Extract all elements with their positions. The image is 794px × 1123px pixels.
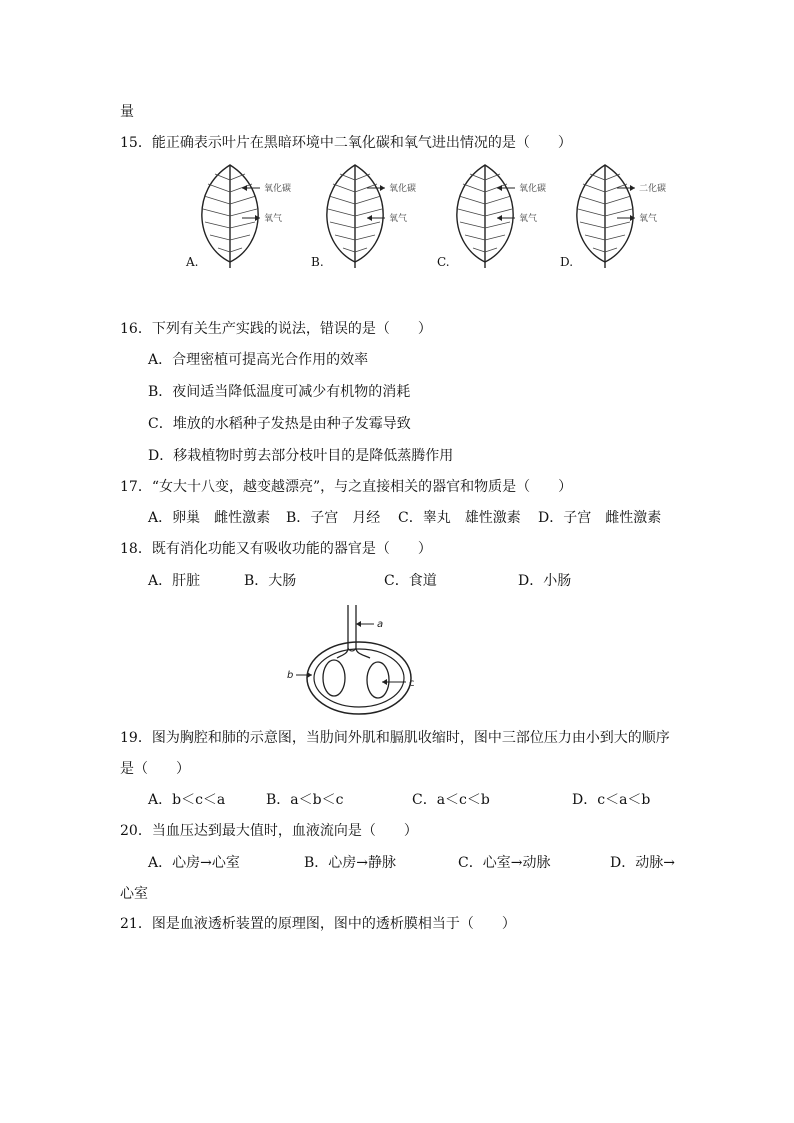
pleural-boundary (314, 649, 404, 707)
q18-option-d: D．小肠 (518, 573, 572, 589)
leaf-a-diagram (202, 165, 291, 268)
q19-option-b: B．a＜b＜c (266, 792, 344, 808)
q15-option-c: C. (437, 255, 450, 269)
leaf-d-co2-label: 二化碳 (639, 184, 667, 194)
q20-option-b: B．心房→静脉 (304, 855, 397, 871)
q17-option-a: A．卵巢 雌性激素 (148, 510, 271, 526)
question-21: 21．图是血液透析装置的原理图，图中的透析膜相当于（ ） (120, 916, 516, 932)
question-18: 18．既有消化功能又有吸收功能的器官是（ ） (120, 541, 432, 557)
continued-text: 量 (120, 104, 134, 120)
q18-option-a: A．肝脏 (148, 573, 201, 589)
q19-option-c: C．a＜c＜b (412, 792, 490, 808)
q20-option-a: A．心房→心室 (148, 855, 240, 871)
leaf-b-o2-label: 氧气 (389, 214, 408, 224)
question-20: 20．当血压达到最大值时，血液流向是（ ） (120, 823, 418, 839)
left-lung (323, 660, 345, 696)
q17-option-b: B．子宫 月经 (286, 510, 381, 526)
leaf-b-co2-label: 氧化碳 (389, 184, 417, 194)
q15-option-a: A. (186, 255, 199, 269)
leaf-a-o2-label: 氧气 (264, 214, 283, 224)
question-17: 17．“女大十八变，越变越漂亮”，与之直接相关的器官和物质是（ ） (120, 479, 573, 495)
leaf-c-co2-label: 氧化碳 (519, 184, 547, 194)
q17-option-c: C．睾丸 雄性激素 (398, 510, 521, 526)
thorax-lung-figure (282, 600, 442, 720)
leaf-c-diagram (457, 165, 546, 268)
leaf-d-o2-label: 氧气 (639, 214, 658, 224)
q20-option-d-wrap: 心室 (120, 886, 148, 902)
q16-option-a: A．合理密植可提高光合作用的效率 (148, 352, 369, 368)
q20-option-c: C．心室→动脉 (458, 855, 551, 871)
question-15: 15．能正确表示叶片在黑暗环境中二氧化碳和氧气进出情况的是（ ） (120, 135, 572, 151)
question-16: 16．下列有关生产实践的说法，错误的是（ ） (120, 321, 432, 337)
q15-figure (180, 160, 700, 270)
q15-option-b: B. (311, 255, 324, 269)
leaf-c-o2-label: 氧气 (519, 214, 538, 224)
label-a: a (377, 619, 384, 630)
question-19-line2: 是（ ） (120, 761, 190, 777)
question-19-line1: 19．图为胸腔和肺的示意图，当肋间外肌和膈肌收缩时，图中三部位压力由小到大的顺序 (120, 730, 670, 746)
label-c: c (409, 678, 415, 689)
leaf-d-diagram (577, 165, 666, 268)
q16-option-c: C．堆放的水稻种子发热是由种子发霉导致 (148, 416, 411, 432)
q20-option-d: D．动脉→ (610, 855, 675, 871)
q15-option-d: D. (560, 255, 574, 269)
leaf-b-diagram (327, 165, 416, 268)
leaf-a-co2-label: 氧化碳 (264, 184, 292, 194)
q18-option-c: C．食道 (384, 573, 437, 589)
q19-option-a: A．b＜c＜a (148, 792, 226, 808)
q16-option-b: B．夜间适当降低温度可减少有机物的消耗 (148, 384, 411, 400)
q18-option-b: B．大肠 (244, 573, 297, 589)
q16-option-d: D．移栽植物时剪去部分枝叶目的是降低蒸腾作用 (148, 448, 454, 464)
q17-option-d: D．子宫 雌性激素 (538, 510, 662, 526)
q19-option-d: D．c＜a＜b (572, 792, 651, 808)
label-b: b (287, 670, 294, 681)
